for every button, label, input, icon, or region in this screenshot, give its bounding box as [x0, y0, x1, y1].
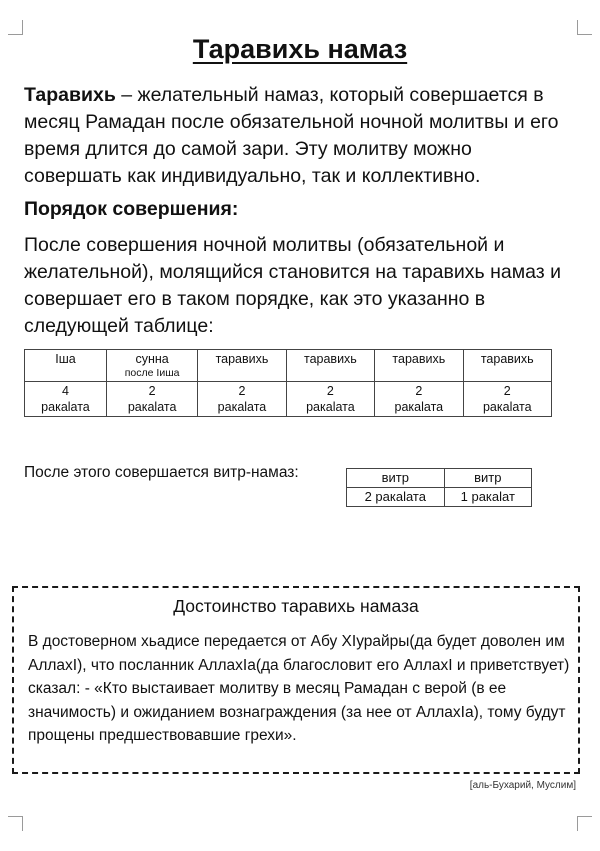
prayer-table: [24, 349, 552, 417]
witr-table-header-cell: витр: [347, 469, 445, 488]
prayer-table-count-cell: 2 ракаlата: [463, 382, 551, 417]
witr-table-value-row: [347, 488, 532, 507]
witr-table-header-cell: витр: [444, 469, 531, 488]
prayer-table-count-cell: 4 ракаlата: [25, 382, 107, 417]
crop-mark-top-right: [577, 20, 592, 35]
prayer-table-header-sub: после Iиша: [124, 367, 180, 379]
prayer-table-count-cell: 2 ракаlата: [106, 382, 197, 417]
witr-table-value-cell: 2 ракаlата: [347, 488, 445, 507]
prayer-table-count-row: [25, 382, 552, 417]
prayer-table-count-cell: 2 ракаlата: [375, 382, 463, 417]
prayer-table-header-cell: сунна после Iиша: [106, 350, 197, 382]
witr-table: [346, 468, 532, 507]
virtue-text: В достоверном хьадисе передается от Абу ХIурайры(да будет доволен им АллахI), что посланник АллахIа(да благословит его АллахI и приветствует) сказал: - «Кто выстаивает молитву в месяц Рамадан с верой (в ее значимость) и ожиданием вознаграждения (за нее от АллахIа), тому будут прощены предшествовавшие грехи».: [28, 633, 570, 744]
crop-mark-bottom-left: [8, 816, 23, 831]
prayer-table-header-cell: таравихь: [463, 350, 551, 382]
prayer-table-count-cell: 2 ракаlата: [286, 382, 374, 417]
hadith-source: [аль-Бухарий, Муслим]: [469, 780, 576, 791]
witr-paragraph: После этого совершается витр-намаз:: [24, 464, 299, 481]
page-title: Таравихь намаз: [192, 34, 408, 64]
virtue-title: Достоинство таравихь намаза: [173, 596, 419, 616]
intro-text: – желательный намаз, который совершается в месяц Рамадан после обязательной ночной молитвы и его время длится до самой зари. Эту молитву можно совершать как индивидуально, так и коллективно.: [24, 84, 559, 187]
virtue-box: [12, 586, 580, 774]
crop-mark-bottom-right: [577, 816, 592, 831]
witr-table-value-cell: 1 ракаlат: [444, 488, 531, 507]
prayer-table-header-cell: таравихь: [198, 350, 286, 382]
crop-mark-top-left: [8, 20, 23, 35]
prayer-table-header-cell: таравихь: [375, 350, 463, 382]
order-paragraph: После совершения ночной молитвы (обязательной и желательной), молящийся становится на таравихь намаз и совершает его в таком порядке, как это указанно в следующей таблице:: [24, 234, 562, 337]
witr-table-header-row: [347, 469, 532, 488]
order-heading: Порядок совершения:: [24, 198, 239, 220]
prayer-table-header-row: [25, 350, 552, 382]
prayer-table-header-cell: таравихь: [286, 350, 374, 382]
prayer-table-header-cell: Iша: [25, 350, 107, 382]
intro-term: Таравихь: [24, 84, 116, 106]
intro-paragraph: [24, 82, 574, 190]
prayer-table-count-cell: 2 ракаlата: [198, 382, 286, 417]
